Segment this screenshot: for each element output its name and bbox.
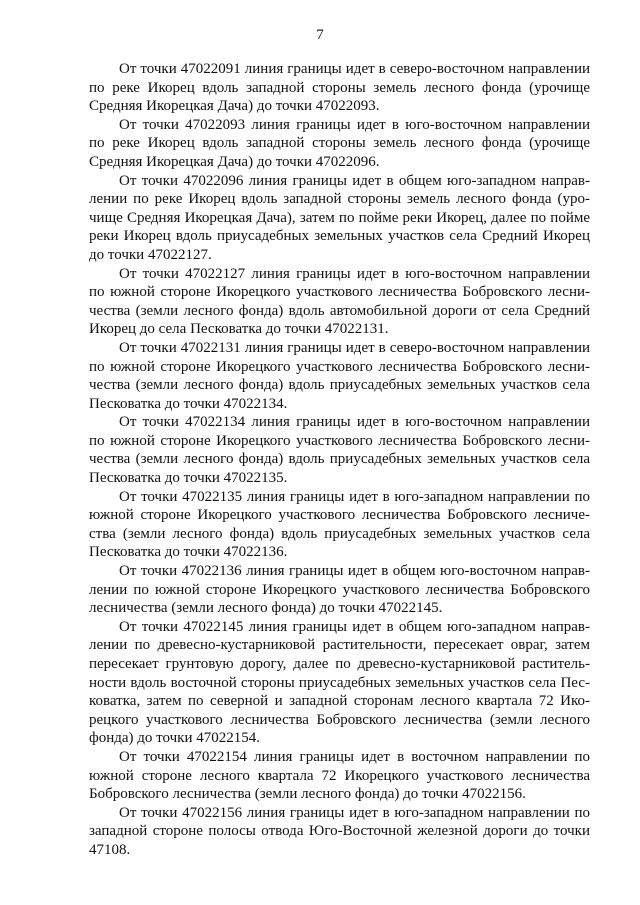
text-line: реки Икорец вдоль приусадебных земельных участков села Средний Икорец: [89, 228, 590, 245]
text-line: лении по южной стороне Икорецкого участкового лесничества Бобровского: [89, 581, 590, 598]
paragraph: [89, 804, 590, 860]
text-line: рецкого участкового лесничества Бобровского лесничества (земли лесного: [89, 711, 590, 728]
text-line: по реке Икорец вдоль западной стороны земель лесного фонда (урочище: [89, 135, 590, 152]
text-line: От точки 47022131 линия границы идет в северо-восточном направлении: [119, 339, 590, 356]
text-line: Песковатка до точки 47022135.: [89, 470, 288, 487]
text-line: южной стороне Икорецкого участкового лесничества Бобровского лесниче-: [89, 507, 590, 524]
text-line: коватка, затем по северной и западной сторонам лесного квартала 72 Ико-: [89, 693, 590, 710]
paragraph: [89, 265, 590, 339]
paragraph: [89, 618, 590, 748]
paragraph: [89, 116, 590, 172]
text-line: Песковатка до точки 47022134.: [89, 395, 288, 412]
text-line: по реке Икорец вдоль западной стороны земель лесного фонда (урочище: [89, 79, 590, 96]
text-line: 47108.: [89, 841, 131, 858]
text-line: Средняя Икорецкая Дача) до точки 47022093.: [89, 98, 380, 115]
paragraph: [89, 60, 590, 116]
text-line: Бобровского лесничества (земли лесного фонда) до точки 47022156.: [89, 786, 526, 803]
text-line: От точки 47022093 линия границы идет в юго-восточном направлении: [119, 116, 590, 133]
text-line: От точки 47022154 линия границы идет в восточном направлении по: [119, 748, 590, 765]
text-line: От точки 47022136 линия границы идет в общем юго-восточном направ-: [119, 563, 590, 580]
paragraph: [89, 339, 590, 413]
text-line: западной стороне полосы отвода Юго-Восточной железной дороги до точки: [89, 823, 590, 840]
paragraph: [89, 748, 590, 804]
text-line: От точки 47022134 линия границы идет в юго-восточном направлении: [119, 414, 590, 431]
text-line: чества (земли лесного фонда) вдоль приусадебных земельных участков села: [89, 451, 590, 468]
text-line: От точки 47022091 линия границы идет в северо-восточном направлении: [119, 61, 590, 77]
text-line: лении по реке Икорец вдоль западной стороны земель лесного фонда (уро-: [89, 191, 590, 208]
text-line: лении по древесно-кустарниковой растительности, пересекает овраг, затем: [89, 637, 590, 654]
text-line: ства (земли лесного фонда) вдоль приусадебных земельных участков села: [89, 525, 590, 542]
document-body: [89, 60, 590, 860]
text-line: Икорец до села Песковатка до точки 47022131.: [89, 321, 389, 338]
text-line: От точки 47022096 линия границы идет в общем юго-западном направ-: [119, 172, 590, 189]
text-line: От точки 47022156 линия границы идет в юго-западном направлении по: [119, 804, 590, 821]
paragraph: [89, 562, 590, 618]
text-line: чества (земли лесного фонда) вдоль приусадебных земельных участков села: [89, 377, 590, 394]
paragraph: [89, 172, 590, 265]
text-line: до точки 47022127.: [89, 246, 212, 263]
text-line: чище Средняя Икорецкая Дача), затем по пойме реки Икорец, далее по пойме: [89, 209, 590, 226]
page-number: 7: [316, 27, 324, 43]
text-line: чества (земли лесного фонда) вдоль автомобильной дороги от села Средний: [89, 302, 590, 319]
text-line: От точки 47022127 линия границы идет в юго-восточном направлении: [119, 265, 590, 282]
text-line: по южной стороне Икорецкого участкового лесничества Бобровского лесни-: [89, 358, 590, 375]
text-line: южной стороне лесного квартала 72 Икорецкого участкового лесничества: [89, 767, 590, 784]
text-line: по южной стороне Икорецкого участкового лесничества Бобровского лесни-: [89, 284, 590, 301]
text-line: фонда) до точки 47022154.: [89, 730, 260, 747]
text-line: От точки 47022145 линия границы идет в общем юго-западном направ-: [119, 618, 590, 635]
text-line: Средняя Икорецкая Дача) до точки 47022096.: [89, 153, 380, 170]
text-line: лесничества (земли лесного фонда) до точки 47022145.: [89, 600, 443, 617]
paragraph: [89, 413, 590, 487]
text-line: ности вдоль восточной стороны приусадебных земельных участков села Пес-: [89, 674, 590, 691]
text-line: по южной стороне Икорецкого участкового лесничества Бобровского лесни-: [89, 432, 590, 449]
text-line: От точки 47022135 линия границы идет в юго-западном направлении по: [119, 488, 590, 505]
text-line: Песковатка до точки 47022136.: [89, 544, 288, 561]
text-line: пересекает грунтовую дорогу, далее по древесно-кустарниковой раститель-: [89, 656, 590, 672]
paragraph: [89, 488, 590, 562]
